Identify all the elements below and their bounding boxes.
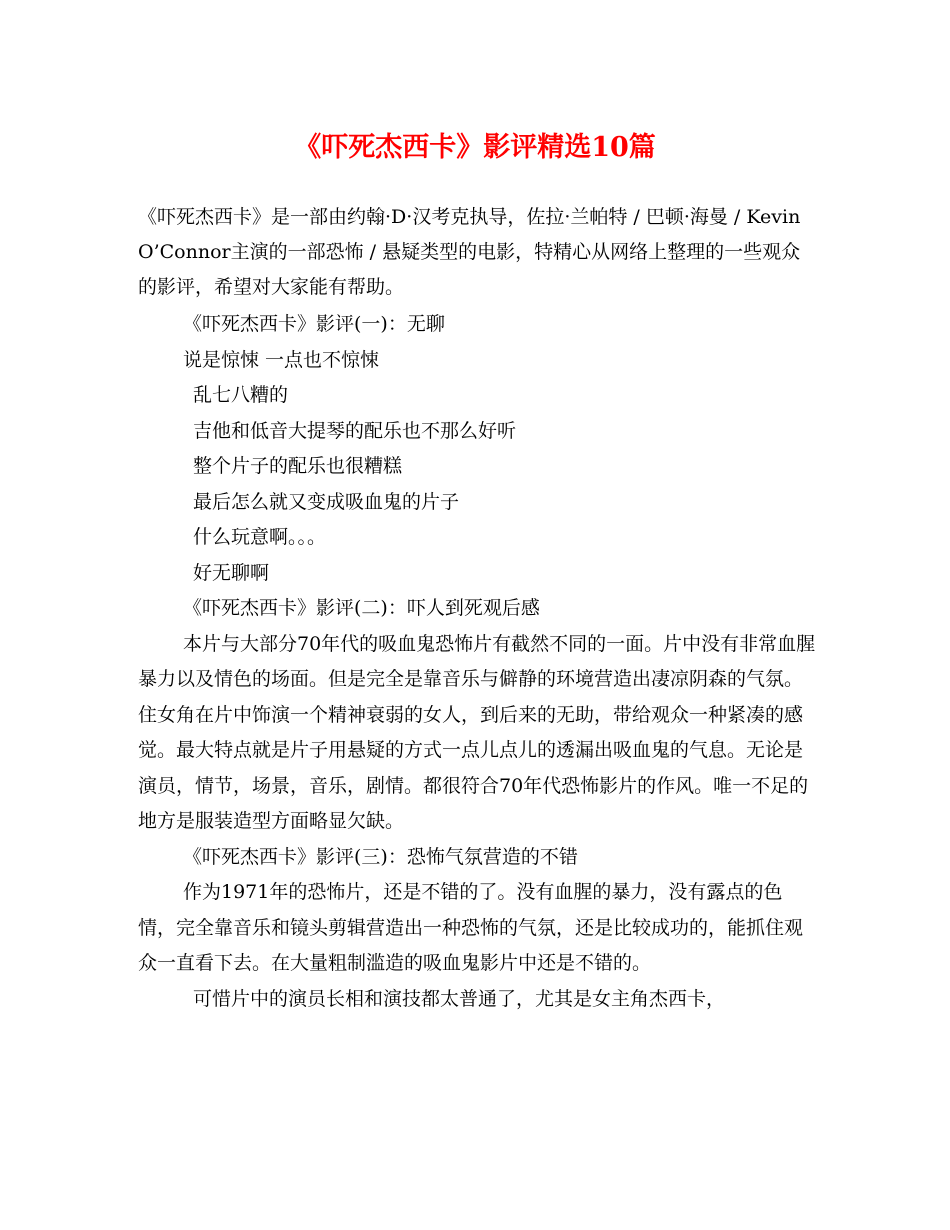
document-body [138, 200, 818, 1017]
review-1-line: 整个片子的配乐也很糟糕 [193, 455, 403, 477]
review-2-heading: 《吓死杰西卡》影评(二)：吓人到死观后感 [183, 597, 540, 619]
review-3-paragraph: 可惜片中的演员长相和演技都太普通了，尤其是女主角杰西卡， [193, 987, 726, 1010]
review-1-line: 吉他和低音大提琴的配乐也不那么好听 [193, 419, 517, 442]
document-title: 《吓死杰西卡》影评精选10篇 [294, 132, 656, 163]
review-1-line: 说是惊悚 一点也不惊悚 [183, 348, 380, 371]
review-1-line: 最后怎么就又变成吸血鬼的片子 [193, 490, 460, 513]
review-1-line: 什么玩意啊。。。 [193, 526, 327, 548]
review-1-line: 乱七八糟的 [193, 384, 289, 406]
review-3-heading: 《吓死杰西卡》影评(三)：恐怖气氛营造的不错 [183, 845, 578, 868]
review-2-paragraph: 本片与大部分70年代的吸血鬼恐怖片有截然不同的一面。片中没有非常血腥暴力以及情色的场面。但是完全是靠音乐与僻静的环境营造出凄凉阴森的气氛。住女角在片中饰演一个精神衰弱的女人，到后来的无助，带给观众一种紧凑的感觉。最大特点就是片子用悬疑的方式一点儿点儿的透漏出吸血鬼的气息。无论是演员，情节，场景，音乐，剧情。都很符合70年代恐怖影片的作风。唯一不足的地方是服装造型方面略显欠缺。 [138, 632, 816, 832]
intro-paragraph: 《吓死杰西卡》是一部由约翰·D·汉考克执导，佐拉·兰帕特 / 巴顿·海曼 / Kevin O’Connor主演的一部恐怖 / 悬疑类型的电影，特精心从网络上整理的一些观众的影评，希望对大家能有帮助。 [138, 206, 801, 298]
review-1-line: 好无聊啊 [193, 561, 270, 584]
review-3-paragraph: 作为1971年的恐怖片，还是不错的了。没有血腥的暴力，没有露点的色情，完全靠音乐和镜头剪辑营造出一种恐怖的气氛，还是比较成功的，能抓住观众一直看下去。在大量粗制滥造的吸血鬼影片中还是不错的。 [138, 881, 804, 974]
review-1-heading: 《吓死杰西卡》影评(一)：无聊 [183, 313, 445, 335]
